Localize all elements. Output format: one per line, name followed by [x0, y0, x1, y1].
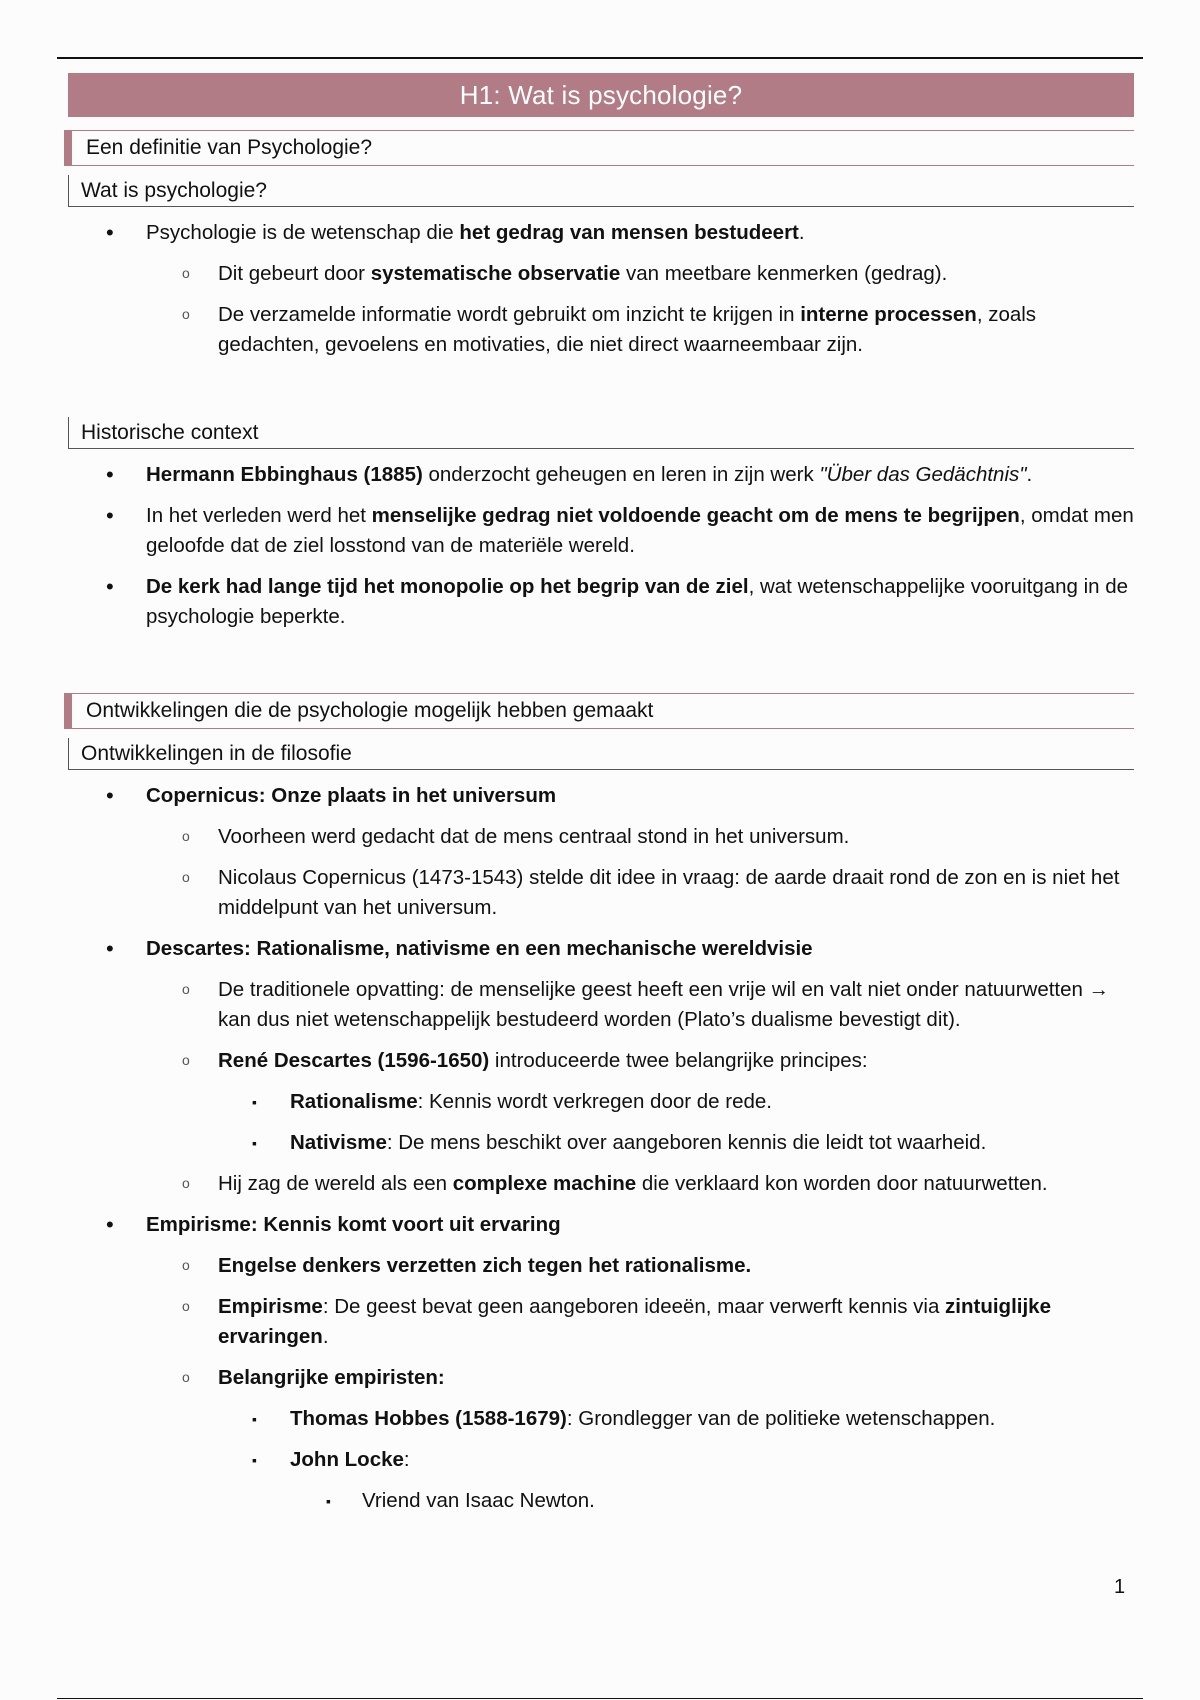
list-item: o Belangrijke empiristen:	[68, 1363, 1134, 1393]
list-item: • Descartes: Rationalisme, nativisme en een mechanische wereldvisie	[68, 934, 1134, 964]
list-item: • Psychologie is de wetenschap die het gedrag van mensen bestudeert.	[68, 218, 1134, 248]
section-heading-definition: Een definitie van Psychologie?	[64, 130, 1134, 166]
list-item: o De traditionele opvatting: de menselijke geest heeft een vrije wil en valt niet onder natuurwetten → kan dus niet wetenschappelijk bestudeerd worden (Plato’s dualisme bevestigt dit).	[68, 975, 1134, 1035]
list-item: • De kerk had lange tijd het monopolie op het begrip van de ziel, wat wetenschappelijke vooruitgang in de psychologie beperkte.	[68, 572, 1134, 632]
list-item: • Empirisme: Kennis komt voort uit ervaring	[68, 1210, 1134, 1240]
section-heading-developments: Ontwikkelingen die de psychologie mogelijk hebben gemaakt	[64, 693, 1134, 729]
subheading-historical-context: Historische context	[68, 417, 1134, 449]
document-page	[68, 73, 1134, 1516]
list-item: o René Descartes (1596-1650) introduceerde twee belangrijke principes:	[68, 1046, 1134, 1076]
subheading-what-is-psychology: Wat is psychologie?	[68, 175, 1134, 207]
philosophy-list	[68, 781, 1134, 1516]
page-number: 1	[1114, 1576, 1126, 1598]
list-item: o Hij zag de wereld als een complexe machine die verklaard kon worden door natuurwetten.	[68, 1169, 1134, 1199]
bottom-rule	[57, 1698, 1143, 1699]
list-item: ▪ Vriend van Isaac Newton.	[68, 1486, 1134, 1516]
list-item: o De verzamelde informatie wordt gebruikt om inzicht te krijgen in interne processen, zoals gedachten, gevoelens en motivaties, die niet direct waarneembaar zijn.	[68, 300, 1134, 360]
history-list	[68, 460, 1134, 632]
list-item: • In het verleden werd het menselijke gedrag niet voldoende geacht om de mens te begrijpen, omdat men geloofde dat de ziel losstond van de materiële wereld.	[68, 501, 1134, 561]
list-item: ▪ Rationalisme: Kennis wordt verkregen door de rede.	[68, 1087, 1134, 1117]
chapter-title: H1: Wat is psychologie?	[68, 73, 1134, 117]
list-item: • Hermann Ebbinghaus (1885) onderzocht geheugen en leren in zijn werk "Über das Gedächtnis".	[68, 460, 1134, 490]
list-item: o Nicolaus Copernicus (1473-1543) stelde dit idee in vraag: de aarde draait rond de zon en is niet het middelpunt van het universum.	[68, 863, 1134, 923]
list-item: ▪ Nativisme: De mens beschikt over aangeboren kennis die leidt tot waarheid.	[68, 1128, 1134, 1158]
list-item: o Empirisme: De geest bevat geen aangeboren ideeën, maar verwerft kennis via zintuiglijke ervaringen.	[68, 1292, 1134, 1352]
top-rule	[57, 57, 1143, 59]
list-item: • Copernicus: Onze plaats in het universum	[68, 781, 1134, 811]
list-item: ▪ Thomas Hobbes (1588-1679): Grondlegger van de politieke wetenschappen.	[68, 1404, 1134, 1434]
list-item: o Voorheen werd gedacht dat de mens centraal stond in het universum.	[68, 822, 1134, 852]
list-item: o Dit gebeurt door systematische observatie van meetbare kenmerken (gedrag).	[68, 259, 1134, 289]
list-item: ▪ John Locke:	[68, 1445, 1134, 1475]
list-item: o Engelse denkers verzetten zich tegen het rationalisme.	[68, 1251, 1134, 1281]
subheading-philosophy: Ontwikkelingen in de filosofie	[68, 738, 1134, 770]
definition-list	[68, 218, 1134, 360]
